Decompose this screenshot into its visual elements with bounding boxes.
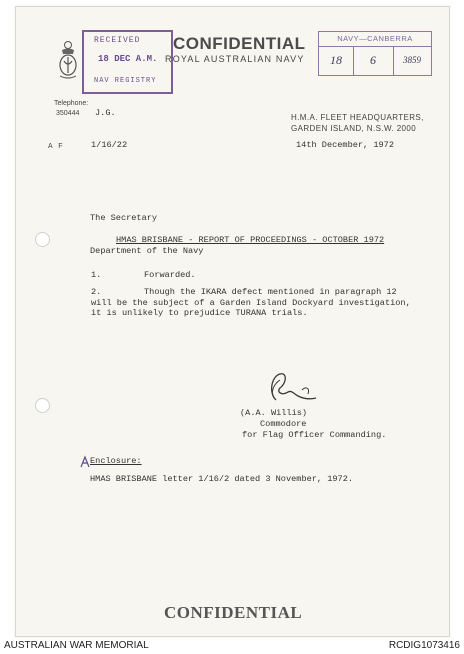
- letter-date: 14th December, 1972: [296, 140, 394, 150]
- registry-stamp-box: [318, 31, 432, 76]
- service-name: ROYAL AUSTRALIAN NAVY: [165, 54, 305, 64]
- paragraph-2-number: 2.: [91, 287, 102, 297]
- signatory-rank: Commodore: [260, 419, 307, 429]
- registry-stamp-title: NAVY—CANBERRA: [319, 32, 431, 47]
- paragraph-1-text: Forwarded.: [144, 270, 196, 280]
- received-stamp: [82, 30, 173, 94]
- classification-bottom: CONFIDENTIAL: [164, 603, 303, 622]
- archive-name: AUSTRALIAN WAR MEMORIAL: [4, 640, 149, 651]
- registry-cell-3: 3859: [403, 55, 421, 65]
- received-stamp-registry: NAV REGISTRY: [94, 77, 157, 85]
- addressee-block: [90, 191, 203, 268]
- telephone-label: Telephone:: [54, 100, 89, 107]
- registry-cell-1: 18: [319, 46, 354, 75]
- addressee-line-2: Department of the Navy: [90, 246, 204, 256]
- navy-crest-icon: [56, 40, 80, 84]
- handwritten-signature: [262, 370, 322, 408]
- headquarters-address: [291, 112, 424, 134]
- hq-line-2: GARDEN ISLAND, N.S.W. 2000: [291, 124, 417, 133]
- classification-top: CONFIDENTIAL: [173, 34, 306, 53]
- typist-initials: J.G.: [95, 108, 116, 118]
- paragraph-2-line-1: Though the IKARA defect mentioned in paragraph 12: [144, 287, 397, 297]
- received-stamp-date: 18 DEC A.M.: [98, 54, 158, 64]
- received-stamp-line1: RECEIVED: [94, 36, 141, 45]
- archive-footer: [0, 638, 464, 654]
- registry-cell-2: 6: [353, 46, 394, 75]
- signatory-name: (A.A. Willis): [240, 408, 308, 418]
- addressee-line-1: The Secretary: [90, 213, 158, 223]
- paragraph-1-number: 1.: [91, 270, 102, 280]
- paragraph-2-line-3: it is unlikely to prejudice TURANA trials.: [91, 308, 308, 318]
- file-reference: 1/16/22: [91, 140, 128, 150]
- signatory-role: for Flag Officer Commanding.: [242, 430, 387, 440]
- telephone-number: 350444: [56, 110, 80, 117]
- punch-hole-bottom: [35, 398, 50, 413]
- reference-prefix: A F: [48, 143, 65, 150]
- enclosure-text: HMAS BRISBANE letter 1/16/2 dated 3 November, 1972.: [90, 474, 354, 484]
- punch-hole-top: [35, 232, 50, 247]
- archive-id: RCDIG1073416: [388, 640, 460, 651]
- hq-line-1: H.M.A. FLEET HEADQUARTERS,: [291, 113, 424, 122]
- paragraph-2-line-2: will be the subject of a Garden Island Dockyard investigation,: [91, 298, 411, 308]
- subject-line: HMAS BRISBANE - REPORT OF PROCEEDINGS - OCTOBER 1972: [116, 235, 385, 245]
- enclosure-label: Enclosure:: [90, 456, 142, 466]
